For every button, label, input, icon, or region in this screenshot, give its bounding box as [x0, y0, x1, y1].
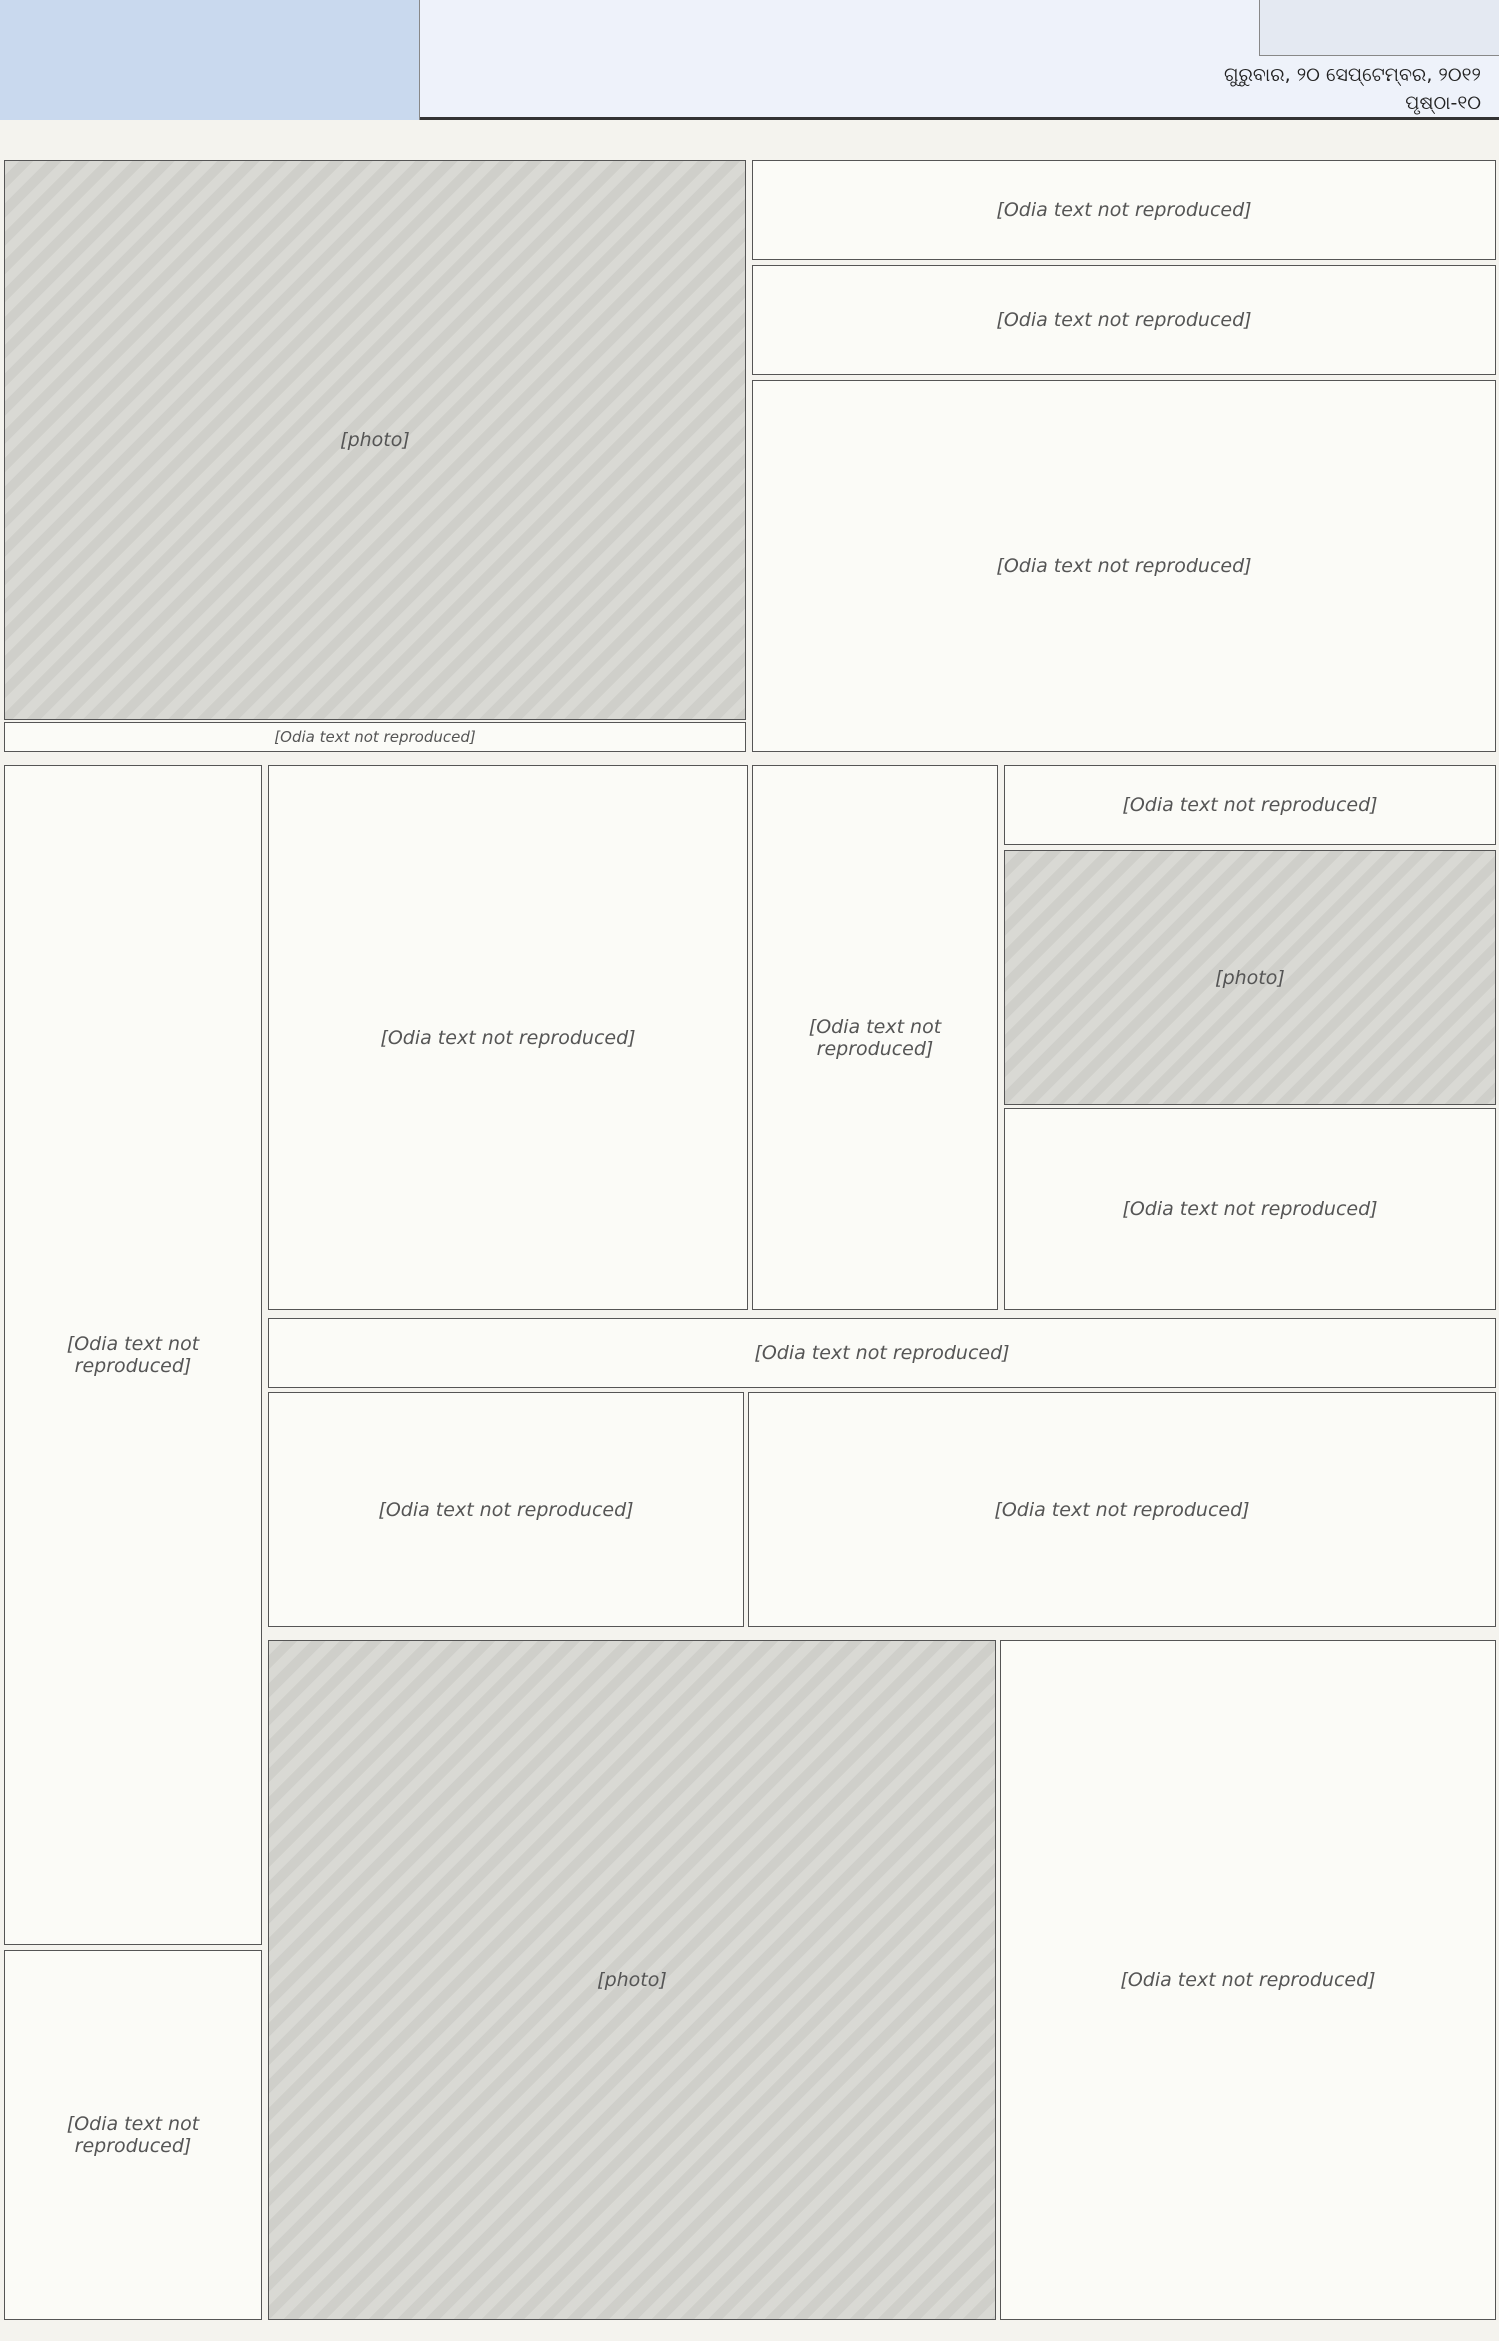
- masthead: [0, 0, 1499, 120]
- column-left: [Odia text not reproduced]: [4, 765, 262, 1945]
- story-top-kicker: [Odia text not reproduced]: [752, 160, 1496, 260]
- story-center-right: [Odia text not reproduced]: [752, 765, 998, 1310]
- story-wide-body: [Odia text not reproduced]: [268, 1392, 744, 1627]
- story-right-body: [Odia text not reproduced]: [1004, 1108, 1496, 1310]
- story-wide-headline: [Odia text not reproduced]: [268, 1318, 1496, 1388]
- section-logo: [0, 0, 420, 120]
- photo-bottom: [photo]: [268, 1640, 996, 2320]
- dateline: ଗୁରୁବାର, ୨୦ ସେପ୍ଟେମ୍ବର, ୨୦୧୨: [1223, 64, 1481, 86]
- caption-top-left: [Odia text not reproduced]: [4, 722, 746, 752]
- page-number: ପୃଷ୍ଠା-୧୦: [1405, 92, 1481, 114]
- story-top-headline: [Odia text not reproduced]: [752, 265, 1496, 375]
- story-bottom: [Odia text not reproduced]: [1000, 1640, 1496, 2320]
- photo-right: [photo]: [1004, 850, 1496, 1105]
- newspaper-logo: [1259, 0, 1499, 56]
- story-bottom-left: [Odia text not reproduced]: [4, 1950, 262, 2320]
- story-center-left: [Odia text not reproduced]: [268, 765, 748, 1310]
- photo-top-left: [photo]: [4, 160, 746, 720]
- story-right-headline: [Odia text not reproduced]: [1004, 765, 1496, 845]
- story-top-body: [Odia text not reproduced]: [752, 380, 1496, 752]
- story-bottom-right: [Odia text not reproduced]: [748, 1392, 1496, 1627]
